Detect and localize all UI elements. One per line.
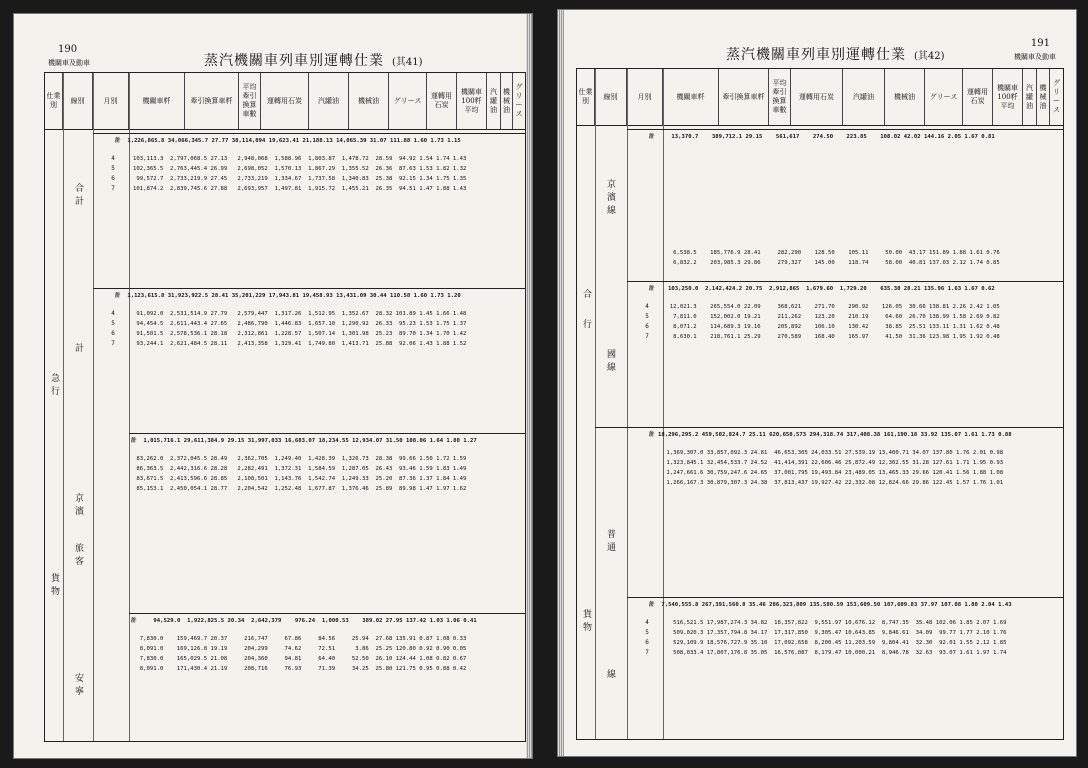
table-row: 1,323,845.1 32,454,533.7 24.52 41,414,391 22,606.46 25,872.49 12,302.55 31.28 127.61 1.71 1.95 0.93: [663, 460, 1004, 466]
table-row: 509,020.3 17,357,794.8 34.17 17,317,850 9,305.47 10,643.85 9,846.61 34.09 99.77 1.77 2.10 1.76: [663, 630, 1007, 636]
total-row: 計 13,370.7 389,712.1 29.15 561,617 274.50 223.85 108.02 42.02 144.16 2.05 1.67 0.81: [649, 134, 995, 140]
table-row: 508,033.4 17,807,176.8 35.05 16,576,087 8,179.47 10,000.21 8,946.78 32.63 93.07 1.61 1.97 1.74: [663, 650, 1007, 656]
table-row: 1,369,307.0 33,857,092.3 24.81 46,653,305 24,033.51 27,539.19 13,400.71 34.07 137.80 1.76 2.01 0.98: [663, 450, 1004, 456]
header-cell: グリース: [515, 83, 523, 118]
month-labels: 4 5 6 7: [645, 303, 649, 340]
total-row: 計 18,296,295.2 459,502,824.7 25.11 620,650,573 294,318.74 317,408.38 161,190.18 33.92 135.07 1.61 1.73 0.88: [649, 432, 1012, 438]
table-row: 83,262.0 2,372,045.5 28.49 2,362,705 1,249.40 1,428.39 1,326.73 28.38 99.66 1.50 1.72 1.59: [133, 456, 467, 462]
total-row: 計 7,540,555.8 267,391,560.8 35.46 286,323,809 135,580.59 153,609.50 107,609.83 37.97 107.08 1.80 2.04 1.43: [649, 602, 1012, 608]
header-cell: 機械油: [501, 73, 513, 129]
data-block: [129, 613, 525, 742]
category-label: 國線: [605, 349, 615, 375]
category-label: 貨物: [49, 573, 59, 599]
table-row: 8,091.0 171,430.4 21.19 208,716 76.93 71.39 34.25 25.80 121.75 0.95 0.88 0.42: [133, 666, 467, 672]
total-row: 計 1,015,716.1 29,611,384.9 29.15 31,997,033 16,683.07 18,234.55 12,934.07 31.50 108.06 1.64 1.80 1.27: [131, 438, 477, 444]
total-row: 計 103,250.0 2,142,424.2 20.75 2,912,865 1,679.60 1,729.20 635.30 28.21 135.96 1.63 1.67 0.62: [649, 286, 995, 292]
column-rule: [595, 69, 596, 739]
table-row: 99,572.7 2,733,219.9 27.45 2,733,219 1,334.67 1,737.58 1,340.83 25.38 92.15 1.34 1.75 1.35: [133, 176, 467, 182]
table-row: 94,454.5 2,611,443.4 27.65 2,486,790 1,446.83 1,657.10 1,290.92 26.33 95.23 1.53 1.75 1.37: [133, 321, 467, 327]
table-row: 8,630.1 218,761.1 25.29 270,589 168.40 165.97 41.50 31.36 123.98 1.95 1.92 0.48: [663, 334, 1000, 340]
category-label: 京濱線: [605, 179, 615, 218]
header-cell: グリース: [389, 73, 427, 129]
table: [576, 68, 1064, 740]
page-title: [726, 44, 945, 64]
page-title: [204, 50, 423, 70]
data-block: [627, 129, 1063, 290]
total-row: 計 94,529.0 1,922,825.5 20.34 2,642,379 976.24 1,000.53 389.02 27.95 137.42 1.03 1.06 0.41: [131, 618, 477, 624]
table-row: 85,153.1 2,450,054.1 28.77 2,204,542 1,252.48 1,677.87 1,376.46 25.89 89.98 1.47 1.97 1.62: [133, 486, 467, 492]
table-row: 91,501.5 2,578,536.1 28.18 2,312,861 1,228.57 1,507.14 1,301.98 25.23 89.70 1.34 1.70 1.42: [133, 331, 467, 337]
table-row: 6,538.5 185,776.9 28.41 282,290 128.50 105.11 50.00 43.17 151.89 1.88 1.61 0.76: [663, 250, 1000, 256]
sub-header: 機關車及動車: [48, 59, 90, 67]
header-cell: グリース: [1053, 79, 1060, 114]
table-row: 8,071.2 114,689.3 19.16 205,892 106.10 130.42 38.85 25.51 133.11 1.31 1.62 0.48: [663, 324, 1000, 330]
header-cell: 線別: [63, 73, 93, 129]
table-row: 12,021.3 265,554.0 22.09 368,621 271.70 290.92 126.05 30.66 138.81 2.26 2.42 1.05: [663, 304, 1000, 310]
header-cell: 運轉用石炭: [427, 73, 457, 129]
category-label: 線: [605, 669, 615, 682]
category-label: 京濱: [73, 493, 83, 519]
header-cell: グリース: [925, 69, 963, 125]
header-cell: 汽罐油: [843, 69, 885, 125]
page-edge: [558, 10, 564, 756]
page-edge: [526, 14, 532, 758]
table-row: 91,092.0 2,531,514.9 27.79 2,579,447 1,317.26 1,512.95 1,352.67 28.32 101.89 1.45 1.66 1.48: [133, 311, 467, 317]
header-cell: 機械油: [349, 73, 389, 129]
title-text: 蒸汽機關車列車別運轉仕業: [204, 53, 384, 69]
column-rule: [63, 73, 64, 741]
data-block: [93, 288, 525, 429]
table-row: 7,811.0 152,002.0 19.21 211,262 123.20 210.19 64.60 26.70 138.99 1.58 2.69 0.82: [663, 314, 1000, 320]
category-label: 計: [73, 343, 83, 356]
data-block: [93, 133, 525, 284]
sub-header: 機關車及動車: [1014, 53, 1056, 61]
table-row: 1,266,167.3 30,879,307.3 24.38 37,813,437 19,927.42 22,332.08 12,824.66 29.86 122.45 1.57 1.76 1.01: [663, 480, 1004, 486]
data-block: [129, 433, 525, 594]
total-row: 計 1,226,865.8 34,066,345.7 27.77 38,114,094 19,623.41 21,188.13 14,065.39 31.07 111.88 1.60 1.73 1.15: [115, 138, 461, 144]
page-number: 190: [58, 44, 78, 55]
header-cell: 線別: [595, 69, 627, 125]
title-code: (其41): [392, 57, 423, 68]
table-header: [577, 69, 1063, 126]
header-cell: 機關車100粁平均: [457, 73, 487, 129]
table-row: 101,874.2 2,839,745.6 27.88 2,693,957 1,497.81 1,915.72 1,455.21 26.35 94.51 1.47 1.88 1.43: [133, 186, 467, 192]
header-cell: 平均牽引換算車數: [239, 73, 261, 129]
header-cell: 機關車粁: [129, 73, 185, 129]
header-cell: 平均牽引換算車數: [769, 69, 791, 125]
table-row: 86,363.5 2,442,316.6 28.28 2,282,491 1,372.31 1,584.59 1,287.05 26.43 93.46 1.59 1.83 1.49: [133, 466, 467, 472]
data-block: [627, 597, 1063, 738]
category-label: 旅客: [73, 543, 83, 569]
category-label: 行: [581, 319, 591, 332]
header-cell: 機關車粁: [663, 69, 719, 125]
category-label: 合計: [73, 183, 83, 209]
category-label: 普通: [605, 529, 615, 555]
table: [44, 72, 526, 742]
header-cell: 運轉用石炭: [791, 69, 843, 125]
table-row: 516,521.5 17,987,274.3 34.82 18,357,822 9,551.97 10,676.12 8,747.35 35.48 102.06 1.85 2.07 1.69: [663, 620, 1007, 626]
table-row: 6,832.2 203,985.3 29.86 279,327 145.00 118.74 58.00 40.81 137.03 2.12 1.74 0.85: [663, 260, 1000, 266]
header-cell: 牽引換算車粁: [185, 73, 239, 129]
header-cell: 月別: [93, 73, 129, 129]
header-cell: 汽罐油: [309, 73, 349, 129]
header-cell: 運轉用石炭: [963, 69, 993, 125]
header-cell: 仕業別: [577, 69, 595, 125]
table-header: [45, 73, 525, 130]
header-cell: 汽罐油: [1023, 69, 1037, 125]
table-row: 102,365.5 2,763,445.4 26.99 2,698,052 1,570.13 1,867.29 1,355.52 26.36 87.63 1.53 1.82 1.32: [133, 166, 467, 172]
page-number: 191: [1030, 38, 1050, 49]
table-row: 7,830.0 165,029.5 21.08 204,360 94.81 64.40 52.50 26.10 124.44 1.08 0.82 0.67: [133, 656, 467, 662]
header-cell: 仕業別: [45, 73, 63, 129]
table-row: 7,830.0 159,469.7 20.37 216,747 67.86 84.56 25.94 27.68 135.91 0.87 1.08 0.33: [133, 636, 467, 642]
data-block: [595, 427, 1063, 588]
category-label: 安寧: [73, 673, 83, 699]
header-cell: 機械油: [1037, 69, 1050, 125]
month-labels: 4 5 6 7: [111, 310, 115, 347]
total-row: 計 1,123,615.8 31,923,922.5 28.41 35,201,229 17,943.81 19,458.93 13,431.09 30.44 110.58 1.60 1.73 1.20: [115, 293, 461, 299]
header-cell: 機械油: [885, 69, 925, 125]
month-labels: 4 5 6 7: [111, 155, 115, 192]
header-cell: 汽罐油: [487, 73, 501, 129]
left-page: [14, 14, 532, 758]
category-label: 合: [581, 289, 591, 302]
title-text: 蒸汽機關車列車別運轉仕業: [726, 47, 906, 63]
table-row: 83,671.5 2,413,596.6 28.85 2,108,501 1,143.76 1,542.74 1,249.33 25.20 87.36 1.37 1.84 1.49: [133, 476, 467, 482]
data-block: [627, 281, 1063, 432]
header-cell: 牽引換算車粁: [719, 69, 769, 125]
table-row: 103,113.3 2,797,068.5 27.13 2,948,068 1,588.96 1,803.87 1,478.72 28.59 94.92 1.54 1.74 1.43: [133, 156, 467, 162]
right-page: [558, 10, 1076, 756]
category-label: 貨物: [581, 609, 591, 635]
title-code: (其42): [914, 51, 945, 62]
table-row: 8,091.0 169,126.8 19.19 204,299 74.62 72.51 3.86 25.25 120.80 0.92 0.90 0.05: [133, 646, 467, 652]
category-label: 急行: [49, 373, 59, 399]
header-cell: 月別: [627, 69, 663, 125]
header-cell: 機關車100粁平均: [993, 69, 1023, 125]
table-row: 93,244.1 2,621,484.5 28.11 2,413,358 1,329.41 1,749.80 1,413.71 25.88 92.06 1.43 1.88 1.52: [133, 341, 467, 347]
header-cell: 運轉用石炭: [261, 73, 309, 129]
table-row: 529,109.9 18,576,727.9 35.10 17,092,658 8,200.45 11,203.59 9,804.41 32.30 92.01 1.55 2.12 1.85: [663, 640, 1007, 646]
table-row: 1,247,661.6 30,759,247.6 24.65 37,001,795 19,493.84 23,489.05 13,465.33 29.66 120.41 1.56 1.88 1.08: [663, 470, 1004, 476]
month-labels: 4 5 6 7: [645, 619, 649, 656]
